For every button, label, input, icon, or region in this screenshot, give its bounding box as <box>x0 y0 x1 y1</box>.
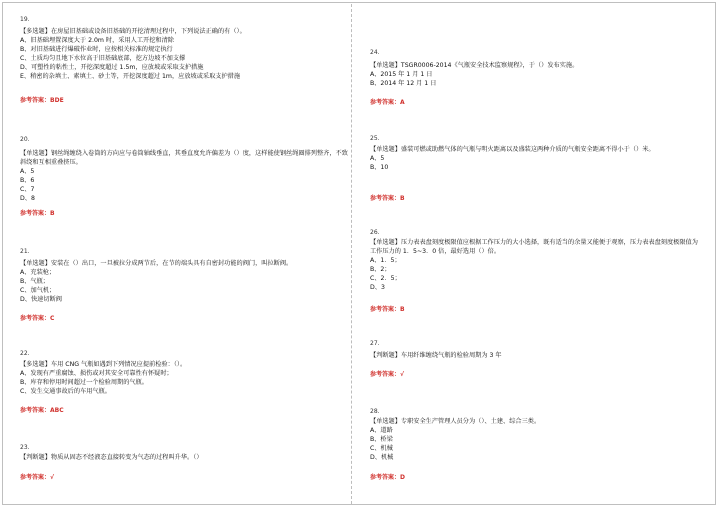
answer-label: 参考答案： <box>20 407 51 414</box>
answer-26 <box>370 306 405 314</box>
answer-value: √ <box>50 474 55 481</box>
option-a: A、道路 <box>370 427 393 434</box>
option-c: C、土质均匀且地下水位高于旧基础底部，挖方边坡不加支撑 <box>20 55 186 62</box>
option-a: A、1．5； <box>370 257 401 264</box>
option-a: A、发现有严重腐蚀、损伤或对其安全可靠性有怀疑时； <box>20 370 173 377</box>
question-stem: 【多选题】车用 CNG 气瓶如遇到下列情况应提前检验：（）。 <box>20 361 187 368</box>
answer-20 <box>20 210 55 218</box>
question-23 <box>20 444 350 462</box>
answer-label: 参考答案： <box>20 474 51 481</box>
option-c: C、7 <box>20 186 35 193</box>
option-b: B、库存和停用时间超过一个检验周期的气瓶。 <box>20 379 148 386</box>
answer-28 <box>370 474 405 482</box>
question-21 <box>20 248 350 304</box>
answer-label: 参考答案： <box>370 371 401 378</box>
question-28 <box>370 408 700 462</box>
question-22 <box>20 350 350 396</box>
option-b: B、10 <box>370 164 389 171</box>
option-d: D、机械 <box>370 454 394 461</box>
question-stem: 【单选题】专职安全生产管理人员分为（）、土建、综合三类。 <box>370 418 541 425</box>
answer-value: B <box>50 210 55 217</box>
question-24 <box>370 49 700 88</box>
answer-label: 参考答案： <box>370 306 401 313</box>
answer-value: C <box>50 315 55 322</box>
answer-value: B <box>400 306 405 313</box>
option-e: E、稍密的杂填土、素填土、砂土等，开挖深度超过 1m，应放坡或采取支护措施 <box>20 73 241 80</box>
option-d: D、快速切断阀 <box>20 296 62 303</box>
option-b: B、对旧基础进行爆破作业时，应按相关标准的规定执行 <box>20 46 173 53</box>
option-a: A、5 <box>20 168 35 175</box>
answer-22 <box>20 407 64 415</box>
option-b: B、2； <box>370 266 391 273</box>
question-number: 26. <box>370 229 380 236</box>
question-number: 21. <box>20 248 30 255</box>
question-27 <box>370 340 700 360</box>
answer-label: 参考答案： <box>370 195 401 202</box>
answer-value: D <box>400 474 405 481</box>
answer-label: 参考答案： <box>370 474 401 481</box>
option-d: D、可塑性的粘性土，开挖深度超过 1.5m，应放坡或采取支护措施 <box>20 64 204 71</box>
answer-24 <box>370 99 405 107</box>
option-c: C、2．5； <box>370 275 401 282</box>
option-b: B、6 <box>20 177 35 184</box>
question-stem: 【单选题】TSGR0006-2014《气瓶安全技术监察规程》，于（）发布实施。 <box>370 62 579 69</box>
question-stem: 【单选题】钢丝绳缠绕入卷筒的方向应与卷筒轴线垂直，其垂直度允许偏差为（）度，这样能使钢丝绳圈排列整齐，不致斜绕和互相重叠挤压。 <box>20 150 348 166</box>
answer-value: √ <box>400 371 405 378</box>
option-d: D、8 <box>20 195 35 202</box>
answer-label: 参考答案： <box>370 99 401 106</box>
question-number: 27. <box>370 340 380 347</box>
option-a: A、旧基础埋置深度大于 2.0m 时，采用人工开挖和清除 <box>20 37 174 44</box>
question-19 <box>20 16 350 81</box>
question-number: 19. <box>20 16 30 23</box>
answer-value: B <box>400 195 405 202</box>
question-stem: 【单选题】安装在（）出口，一旦被拉分成两节后，在节的端头具有自密封功能的阀门，叫拉断阀。 <box>20 260 293 267</box>
answer-value: A <box>400 99 405 106</box>
question-number: 20. <box>20 136 30 143</box>
question-20 <box>20 136 350 203</box>
question-stem: 【判断题】车用纤维缠绕气瓶的检验周期为 3 年 <box>370 352 502 359</box>
question-number: 22. <box>20 350 30 357</box>
answer-label: 参考答案： <box>20 210 51 217</box>
answer-21 <box>20 315 54 323</box>
question-number: 25. <box>370 135 380 142</box>
answer-value: BDE <box>50 97 64 104</box>
question-number: 24. <box>370 49 380 56</box>
option-b: B、气瓶； <box>20 278 49 285</box>
option-a: A、充装枪； <box>20 269 56 276</box>
column-divider <box>351 4 352 504</box>
option-a: A、2015 年 1 月 1 日 <box>370 71 433 78</box>
option-d: D、3 <box>370 284 385 291</box>
answer-25 <box>370 195 405 203</box>
question-26 <box>370 229 700 292</box>
question-25 <box>370 135 700 172</box>
question-number: 28. <box>370 408 380 415</box>
option-a: A、5 <box>370 155 385 162</box>
question-stem: 【多选题】在房屋旧基础或设备旧基础的开挖清理过程中，下列说法正确的有（）。 <box>20 28 246 35</box>
option-c: C、机械 <box>370 445 393 452</box>
option-b: B、2014 年 12 月 1 日 <box>370 80 437 87</box>
question-stem: 【单选题】盛装可燃或助燃气体的气瓶与明火距离以及盛装这两种介质的气瓶安全距离不得小于（）米。 <box>370 146 655 153</box>
question-stem: 【判断题】物质从固态不经液态直接转变为气态的过程叫升华。（） <box>20 454 203 461</box>
answer-label: 参考答案： <box>20 97 51 104</box>
answer-value: ABC <box>50 407 64 414</box>
question-stem: 【单选题】压力表表盘刻度极限值应根据工作压力的大小选择，既有适当的余量又能便于观察，压力表表盘刻度极限值为工作压力的 1．5~3．0 倍，最好选用（）倍。 <box>370 239 698 255</box>
answer-19 <box>20 97 64 105</box>
question-number: 23. <box>20 444 30 451</box>
answer-label: 参考答案： <box>20 315 51 322</box>
option-c: C、加气机； <box>20 287 56 294</box>
option-b: B、桥梁 <box>370 436 393 443</box>
answer-27 <box>370 371 404 379</box>
answer-23 <box>20 474 54 482</box>
option-c: C、发生交通事故后的车用气瓶。 <box>20 388 111 395</box>
